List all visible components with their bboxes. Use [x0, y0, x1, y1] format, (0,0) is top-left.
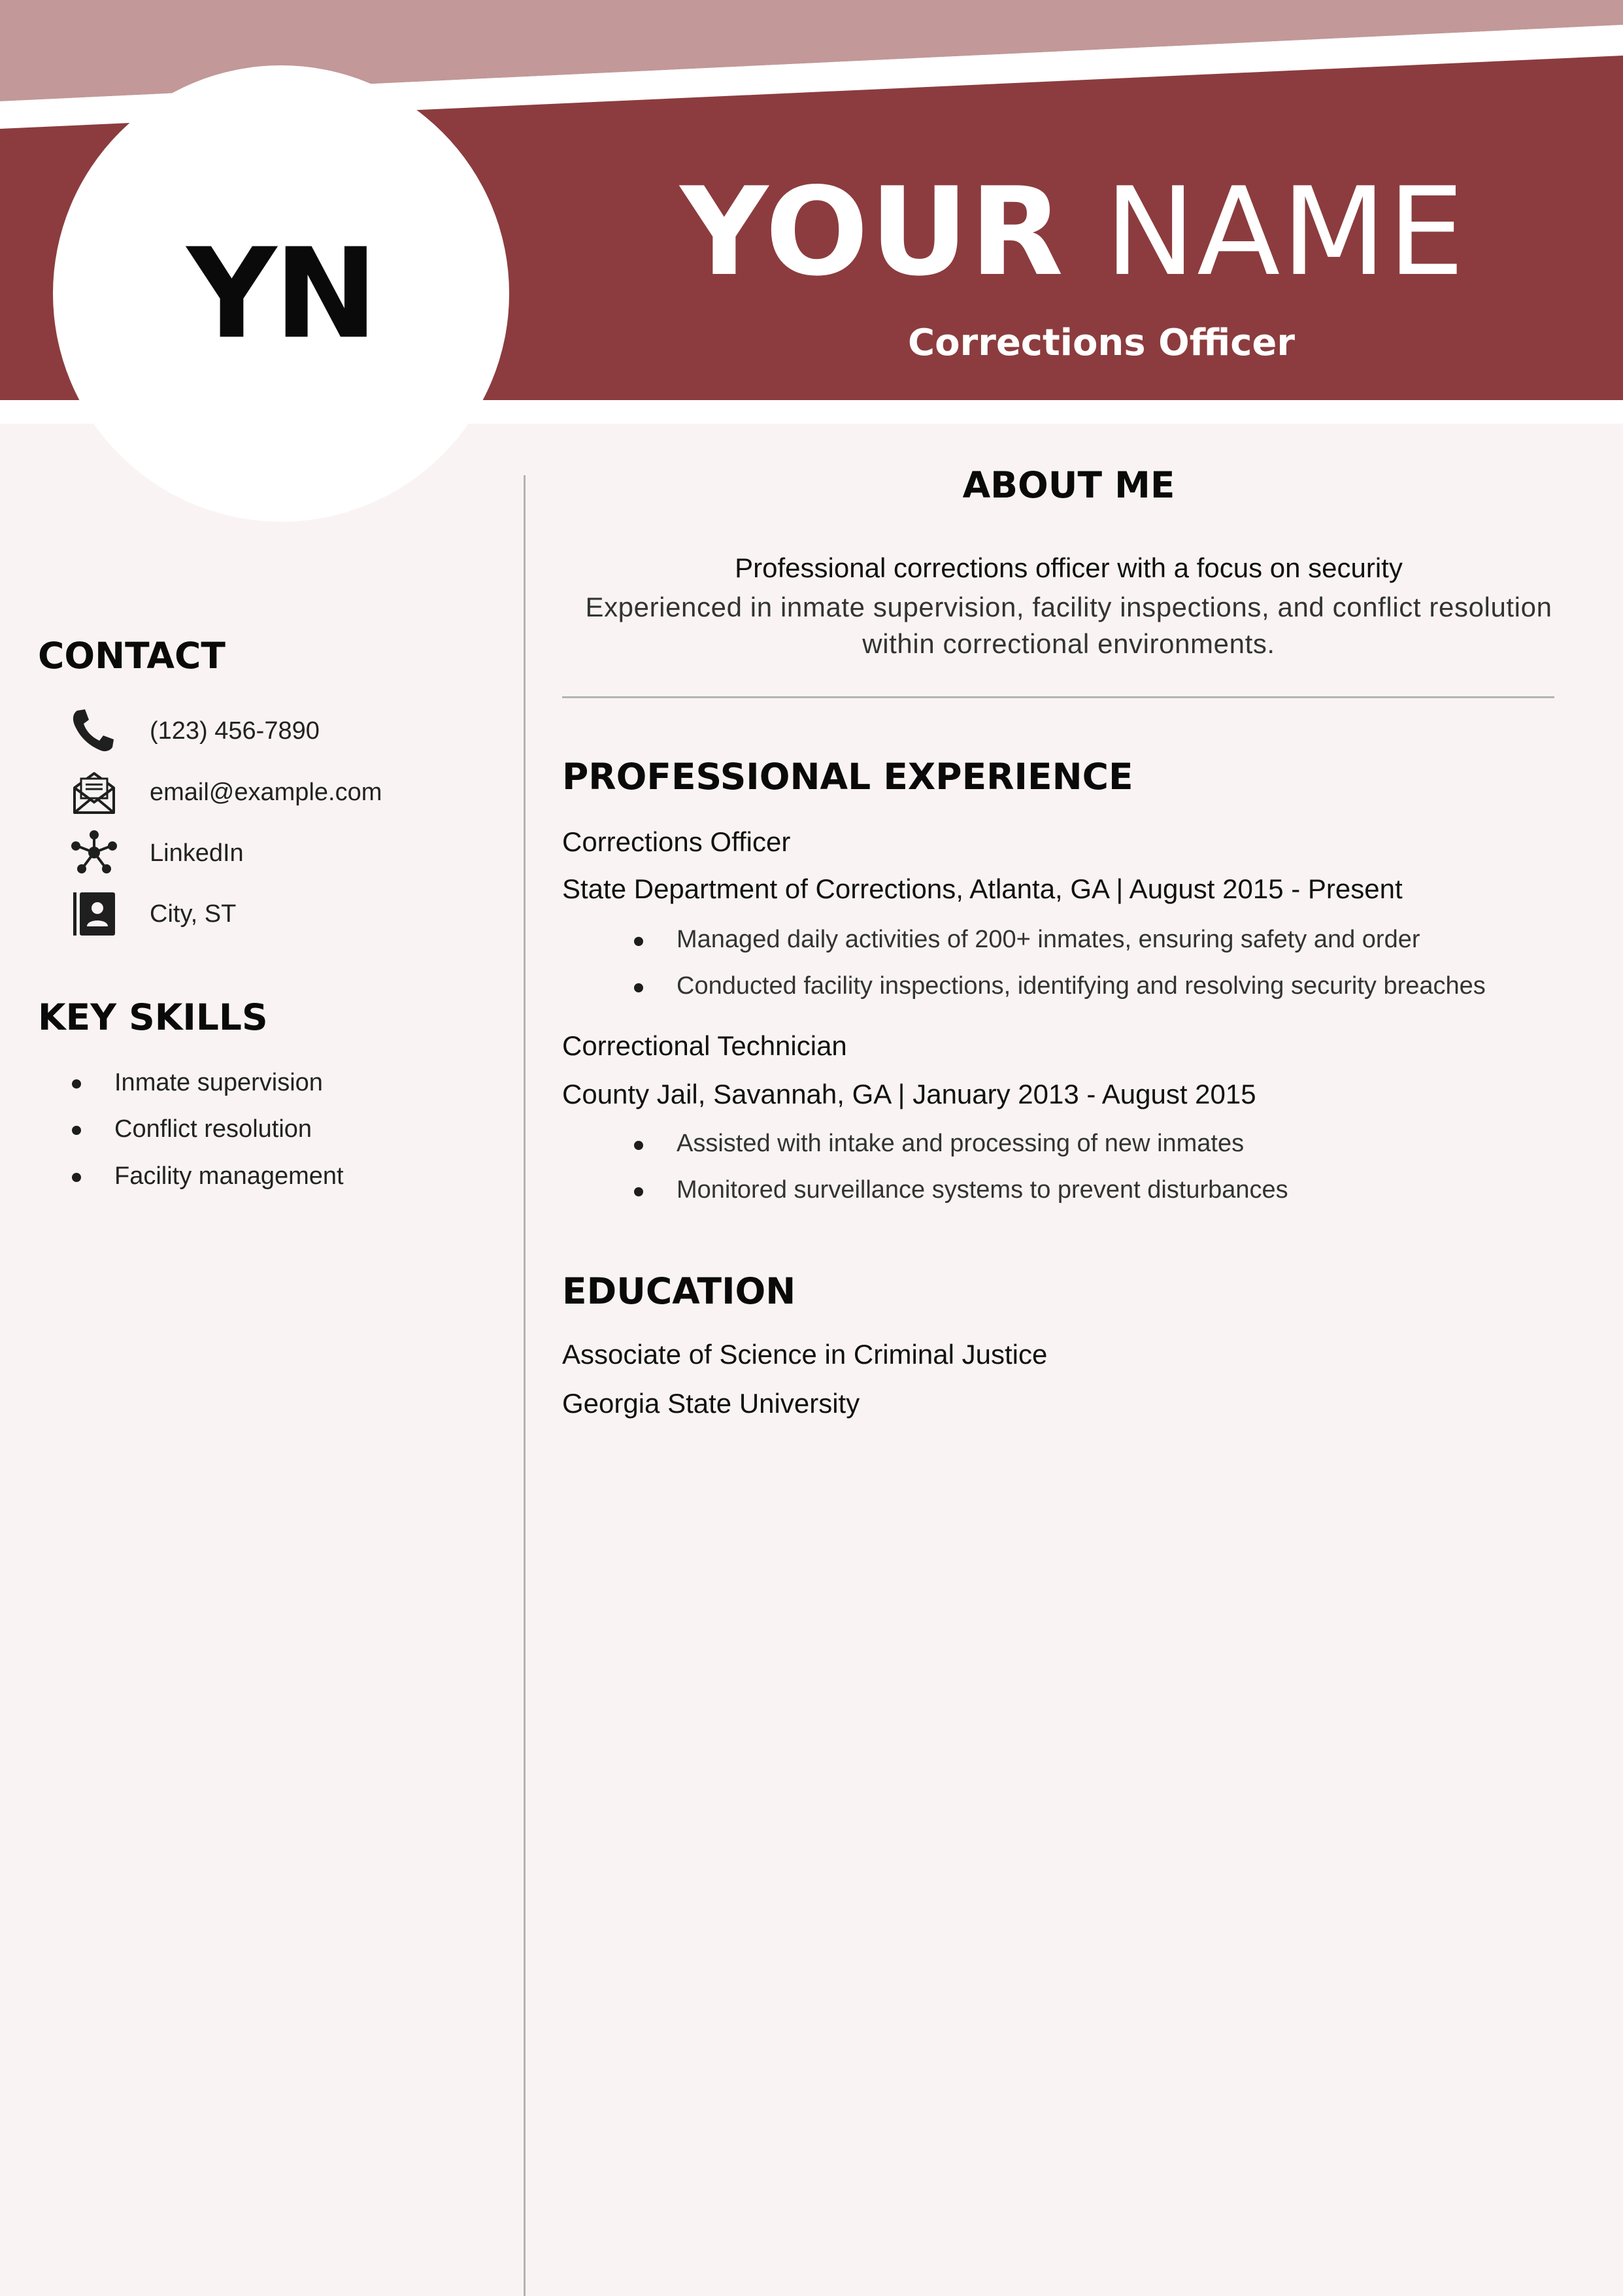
- job-bullet-text: Conducted facility inspections, identifying and resolving security breaches: [677, 972, 1486, 1000]
- contact-location: City, ST: [150, 900, 237, 928]
- bullet-icon: [72, 1126, 81, 1135]
- contact-item-location: [68, 887, 493, 939]
- bullet-icon: [634, 983, 643, 992]
- monogram-initials: YN: [186, 221, 376, 366]
- job-title-2: Correctional Technician: [562, 1030, 847, 1061]
- bullet-icon: [72, 1173, 81, 1182]
- address-book-icon: [68, 890, 120, 937]
- bullet-icon: [634, 937, 643, 946]
- contact-item-phone: [68, 704, 493, 756]
- job-bullet: [634, 967, 1582, 1006]
- column-divider: [524, 475, 526, 2296]
- bullet-icon: [72, 1079, 81, 1089]
- education-degree: Associate of Science in Criminal Justice: [562, 1339, 1048, 1370]
- job-details-2: County Jail, Savannah, GA | January 2013 - August 2015: [562, 1079, 1256, 1109]
- name-first: YOUR: [680, 161, 1065, 303]
- contact-item-email: [68, 766, 493, 818]
- skill-item: [72, 1064, 497, 1103]
- job-bullet: [634, 1171, 1582, 1210]
- skill-text: Conflict resolution: [114, 1115, 312, 1143]
- email-icon: [68, 768, 120, 815]
- skill-text: Inmate supervision: [114, 1069, 323, 1096]
- contact-linkedin: LinkedIn: [150, 839, 244, 867]
- job-title: Corrections Officer: [908, 322, 1295, 364]
- job-bullet-text: Managed daily activities of 200+ inmates, ensuring safety and order: [677, 926, 1420, 953]
- phone-icon: [68, 707, 120, 754]
- job-bullet: [634, 920, 1582, 960]
- job-title-1: Corrections Officer: [562, 826, 791, 857]
- bullet-icon: [634, 1187, 643, 1196]
- skills-heading: KEY SKILLS: [38, 996, 268, 1038]
- contact-phone: (123) 456-7890: [150, 717, 320, 745]
- education-school: Georgia State University: [562, 1388, 860, 1419]
- about-description-line-2: within correctional environments.: [862, 628, 1275, 659]
- name-last: NAME: [1105, 161, 1466, 303]
- job-details-1: State Department of Corrections, Atlanta, GA | August 2015 - Present: [562, 873, 1403, 904]
- contact-heading: CONTACT: [38, 635, 226, 677]
- candidate-name: [523, 160, 1623, 304]
- experience-heading: PROFESSIONAL EXPERIENCE: [562, 756, 1133, 798]
- education-heading: EDUCATION: [562, 1270, 796, 1312]
- bullet-icon: [634, 1141, 643, 1150]
- about-description-line-1: Experienced in inmate supervision, facility inspections, and conflict resolution: [585, 592, 1552, 622]
- job-bullet: [634, 1124, 1582, 1164]
- about-divider: [562, 696, 1554, 698]
- contact-item-linkedin: [68, 826, 493, 879]
- skill-item: [72, 1110, 497, 1149]
- contact-email: email@example.com: [150, 779, 382, 806]
- monogram-circle: [53, 65, 509, 522]
- job-bullet-text: Assisted with intake and processing of new inmates: [677, 1130, 1245, 1157]
- job-bullet-text: Monitored surveillance systems to prevent disturbances: [677, 1176, 1288, 1204]
- about-tagline: Professional corrections officer with a focus on security: [735, 552, 1403, 583]
- skill-item: [72, 1157, 497, 1196]
- about-heading: ABOUT ME: [962, 464, 1175, 506]
- skill-text: Facility management: [114, 1162, 344, 1190]
- network-icon: [68, 829, 120, 876]
